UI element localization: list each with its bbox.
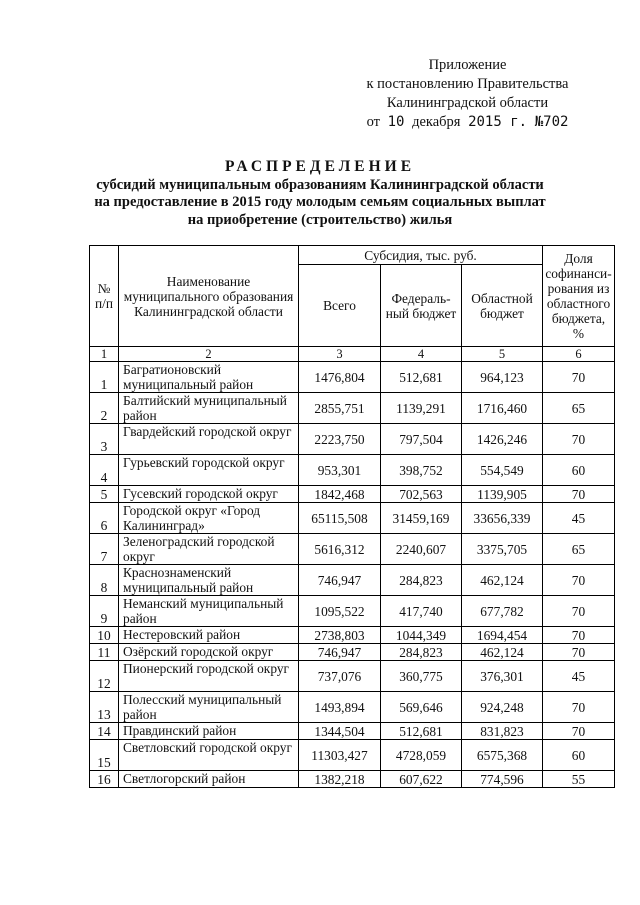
col-number-2: 2	[119, 347, 299, 362]
annex-title: Приложение	[428, 57, 507, 73]
row-regional: 1716,460	[462, 393, 543, 424]
row-total: 2223,750	[299, 424, 381, 455]
row-total: 1095,522	[299, 596, 381, 627]
row-number: 3	[90, 424, 119, 455]
row-federal: 284,823	[381, 644, 462, 661]
row-municipality-name: Краснознаменский муниципальный район	[119, 565, 299, 596]
table-body	[90, 362, 615, 788]
row-share: 70	[543, 424, 615, 455]
table-row	[90, 534, 615, 565]
document-title	[70, 158, 570, 229]
row-regional: 1426,246	[462, 424, 543, 455]
row-federal: 1044,349	[381, 627, 462, 644]
annex-date-line	[340, 113, 595, 132]
table-row	[90, 661, 615, 692]
row-share: 70	[543, 362, 615, 393]
title-line-2: на предоставление в 2015 году молодым семьям социальных выплат	[94, 194, 546, 210]
row-share: 70	[543, 596, 615, 627]
annex-line-region: Калининградской области	[386, 95, 549, 111]
row-federal: 1139,291	[381, 393, 462, 424]
table-row	[90, 503, 615, 534]
row-regional: 1694,454	[462, 627, 543, 644]
row-total: 11303,427	[299, 740, 381, 771]
row-number: 1	[90, 362, 119, 393]
table-row	[90, 424, 615, 455]
row-share: 70	[543, 644, 615, 661]
row-federal: 31459,169	[381, 503, 462, 534]
row-federal: 4728,059	[381, 740, 462, 771]
title-heading: РАСПРЕДЕЛЕНИЕ	[224, 158, 416, 175]
row-regional: 964,123	[462, 362, 543, 393]
row-share: 65	[543, 534, 615, 565]
row-municipality-name: Зеленоградский городской округ	[119, 534, 299, 565]
row-share: 70	[543, 723, 615, 740]
row-municipality-name: Светлогорский район	[119, 771, 299, 788]
annex-year: 2015 г.	[468, 114, 528, 130]
row-number: 9	[90, 596, 119, 627]
table-row	[90, 771, 615, 788]
row-federal: 398,752	[381, 455, 462, 486]
row-federal: 417,740	[381, 596, 462, 627]
row-number: 7	[90, 534, 119, 565]
header-share: Доля софинанси- рования из областного бюджета, %	[543, 246, 615, 347]
row-share: 45	[543, 661, 615, 692]
row-regional: 924,248	[462, 692, 543, 723]
row-regional: 677,782	[462, 596, 543, 627]
row-number: 15	[90, 740, 119, 771]
row-federal: 702,563	[381, 486, 462, 503]
table-row	[90, 393, 615, 424]
row-number: 10	[90, 627, 119, 644]
table-row	[90, 565, 615, 596]
row-total: 65115,508	[299, 503, 381, 534]
row-share: 65	[543, 393, 615, 424]
row-total: 1476,804	[299, 362, 381, 393]
row-share: 55	[543, 771, 615, 788]
table-row	[90, 740, 615, 771]
row-federal: 512,681	[381, 362, 462, 393]
table-row	[90, 486, 615, 503]
row-share: 70	[543, 486, 615, 503]
row-number: 16	[90, 771, 119, 788]
header-subsidy: Субсидия, тыс. руб.	[299, 246, 543, 265]
header-federal: Федераль- ный бюджет	[381, 265, 462, 347]
table-row	[90, 692, 615, 723]
row-total: 953,301	[299, 455, 381, 486]
col-number-4: 4	[381, 347, 462, 362]
col-number-6: 6	[543, 347, 615, 362]
row-total: 5616,312	[299, 534, 381, 565]
row-regional: 3375,705	[462, 534, 543, 565]
row-number: 5	[90, 486, 119, 503]
row-regional: 6575,368	[462, 740, 543, 771]
row-total: 746,947	[299, 565, 381, 596]
row-municipality-name: Нестеровский район	[119, 627, 299, 644]
row-municipality-name: Гвардейский городской округ	[119, 424, 299, 455]
row-share: 60	[543, 740, 615, 771]
row-municipality-name: Правдинский район	[119, 723, 299, 740]
row-total: 2738,803	[299, 627, 381, 644]
col-number-3: 3	[299, 347, 381, 362]
row-number: 4	[90, 455, 119, 486]
row-regional: 376,301	[462, 661, 543, 692]
row-share: 70	[543, 692, 615, 723]
row-number: 8	[90, 565, 119, 596]
row-total: 1842,468	[299, 486, 381, 503]
annex-number: №702	[534, 114, 569, 130]
header-total: Всего	[299, 265, 381, 347]
annex-from: от	[366, 114, 380, 130]
title-line-1: субсидий муниципальным образованиям Калининградской области	[96, 176, 544, 193]
row-municipality-name: Гурьевский городской округ	[119, 455, 299, 486]
row-municipality-name: Светловский городской округ	[119, 740, 299, 771]
row-municipality-name: Неманский муниципальный район	[119, 596, 299, 627]
column-number-row	[90, 347, 615, 362]
col-number-5: 5	[462, 347, 543, 362]
row-total: 1382,218	[299, 771, 381, 788]
row-share: 70	[543, 627, 615, 644]
row-municipality-name: Пионерский городской округ	[119, 661, 299, 692]
table-row	[90, 644, 615, 661]
row-regional: 462,124	[462, 644, 543, 661]
row-number: 6	[90, 503, 119, 534]
header-name: Наименование муниципального образования Калининградской области	[119, 246, 299, 347]
annex-day: 10	[387, 114, 405, 130]
table-row	[90, 723, 615, 740]
row-share: 70	[543, 565, 615, 596]
row-total: 2855,751	[299, 393, 381, 424]
header-regional: Областной бюджет	[462, 265, 543, 347]
row-municipality-name: Городской округ «Город Калининград»	[119, 503, 299, 534]
row-regional: 462,124	[462, 565, 543, 596]
table-row	[90, 596, 615, 627]
table-row	[90, 362, 615, 393]
row-number: 13	[90, 692, 119, 723]
annex-month: декабря	[412, 114, 461, 130]
distribution-table	[89, 245, 615, 788]
row-municipality-name: Багратионовский муниципальный район	[119, 362, 299, 393]
row-federal: 284,823	[381, 565, 462, 596]
row-number: 12	[90, 661, 119, 692]
row-regional: 831,823	[462, 723, 543, 740]
row-total: 737,076	[299, 661, 381, 692]
row-share: 45	[543, 503, 615, 534]
header-num: № п/п	[90, 246, 119, 347]
row-number: 2	[90, 393, 119, 424]
row-share: 60	[543, 455, 615, 486]
row-regional: 774,596	[462, 771, 543, 788]
row-municipality-name: Балтийский муниципальный район	[119, 393, 299, 424]
row-federal: 607,622	[381, 771, 462, 788]
table-row	[90, 627, 615, 644]
col-number-1: 1	[90, 347, 119, 362]
row-federal: 2240,607	[381, 534, 462, 565]
row-municipality-name: Полесский муниципальный район	[119, 692, 299, 723]
row-federal: 797,504	[381, 424, 462, 455]
row-municipality-name: Озёрский городской округ	[119, 644, 299, 661]
row-regional: 1139,905	[462, 486, 543, 503]
annex-block	[340, 56, 595, 132]
row-total: 746,947	[299, 644, 381, 661]
row-federal: 512,681	[381, 723, 462, 740]
row-number: 11	[90, 644, 119, 661]
row-federal: 360,775	[381, 661, 462, 692]
row-regional: 33656,339	[462, 503, 543, 534]
row-number: 14	[90, 723, 119, 740]
row-total: 1493,894	[299, 692, 381, 723]
row-regional: 554,549	[462, 455, 543, 486]
table-row	[90, 455, 615, 486]
row-federal: 569,646	[381, 692, 462, 723]
annex-line-resolution: к постановлению Правительства	[366, 76, 569, 92]
row-total: 1344,504	[299, 723, 381, 740]
title-line-3: на приобретение (строительство) жилья	[187, 211, 453, 228]
row-municipality-name: Гусевский городской округ	[119, 486, 299, 503]
